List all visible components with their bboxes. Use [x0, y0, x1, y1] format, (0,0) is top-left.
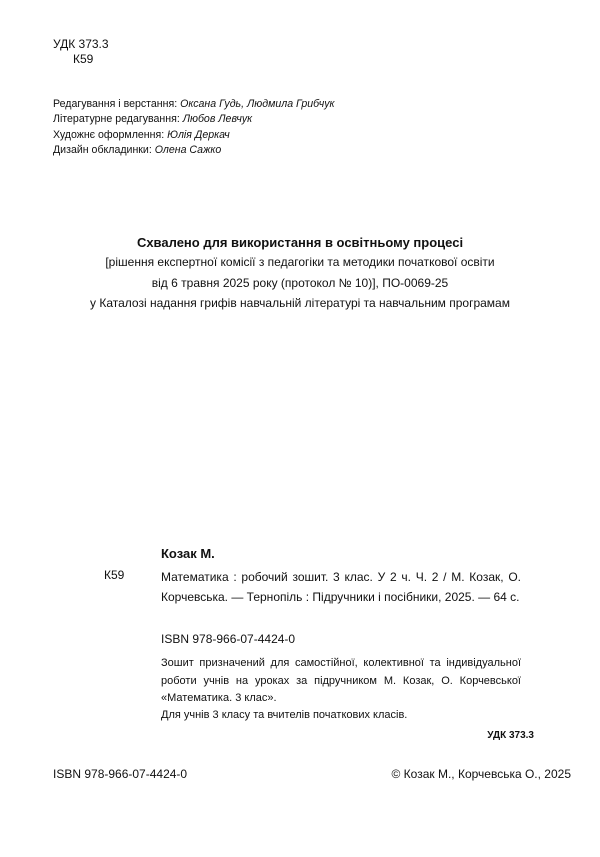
- credit-role: Дизайн обкладинки:: [53, 143, 152, 156]
- credit-role: Художнє оформлення:: [53, 128, 165, 141]
- catalog-isbn: ISBN 978-966-07-4424-0: [161, 632, 296, 646]
- catalog-author: Козак М.: [161, 546, 215, 561]
- credit-row: [53, 112, 335, 127]
- catalog-udk: УДК 373.3: [487, 730, 534, 741]
- udk-code: К59: [73, 52, 94, 66]
- catalog-description: Математика : робочий зошит. 3 клас. У 2 ч. Ч. 2 / М. Козак, О. Корчевська. — Тернопіль : Підручники і посібники, 2025. — 64 с.: [161, 570, 521, 604]
- approval-block: [0, 234, 600, 314]
- credit-role: Літературне редагування:: [53, 113, 180, 126]
- credit-name: Оксана Гудь, Людмила Грибчук: [180, 98, 335, 110]
- credit-name: Олена Сажко: [154, 143, 222, 156]
- udk-label: УДК 373.3: [53, 37, 109, 51]
- approval-title: Схвалено для використання в освітньому процесі: [136, 235, 464, 250]
- footer-copyright: © Козак М., Корчевська О., 2025: [391, 767, 571, 781]
- footer-isbn: ISBN 978-966-07-4424-0: [53, 767, 188, 781]
- credit-row: [53, 143, 335, 158]
- approval-line: від 6 травня 2025 року (протокол № 10)], ПО-0069-25: [151, 275, 449, 290]
- credit-row: [53, 97, 335, 112]
- catalog-code: К59: [104, 568, 125, 582]
- catalog-audience: Для учнів 3 класу та вчителів початкових класів.: [161, 709, 408, 721]
- catalog-annotation: Зошит призначений для самостійної, колективної та індивідуальної роботи учнів на уроках за підручником М. Козак, О. Корчевської «Математика. 3 клас».: [161, 657, 521, 704]
- credit-name: Юлія Деркач: [167, 128, 230, 141]
- approval-line: [рішення експертної комісії з педагогіки та методики початкової освіти: [105, 255, 495, 269]
- credits: [53, 97, 335, 158]
- approval-line: у Каталозі надання грифів навчальній літературі та навчальним програмам: [90, 296, 510, 310]
- credit-role: Редагування і верстання:: [53, 98, 178, 110]
- credit-row: [53, 128, 335, 143]
- credit-name: Любов Левчук: [182, 113, 253, 126]
